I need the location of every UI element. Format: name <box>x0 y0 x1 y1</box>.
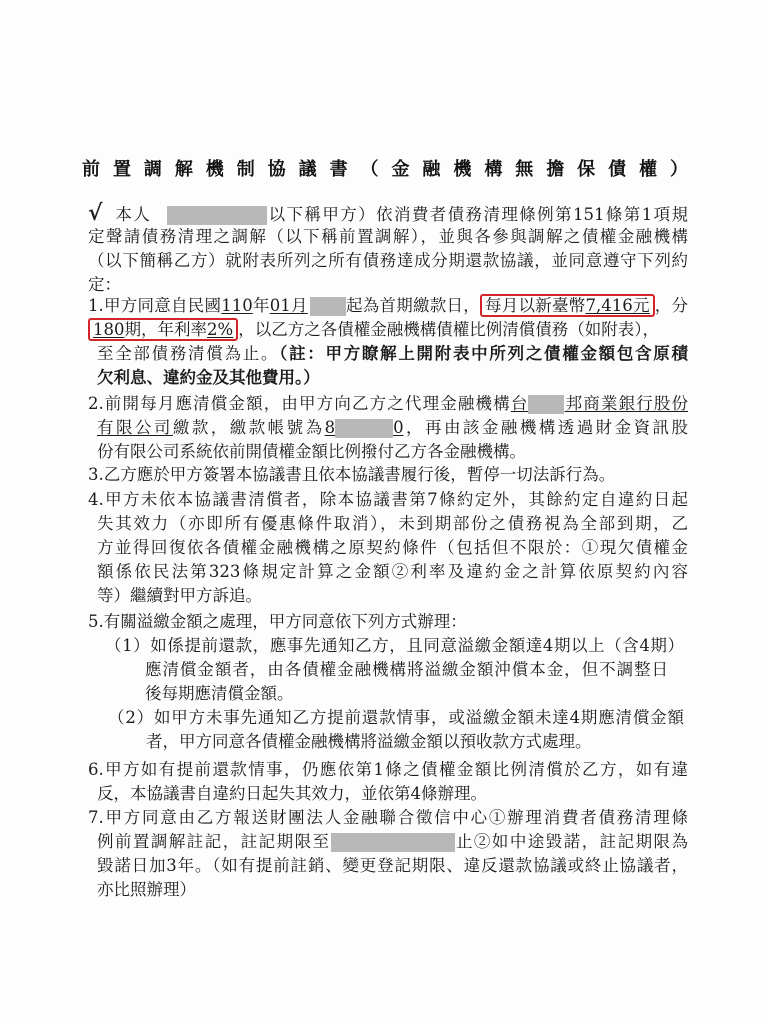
clause-1-line-2 <box>88 318 688 342</box>
clause-4 <box>88 488 688 608</box>
clause-text: ，以乙方之各債權金融機構債權比例清償債務（如附表）， <box>238 320 659 339</box>
intro-line-1 <box>88 201 688 225</box>
clause-text: 期 <box>124 320 141 339</box>
clause-2-line-1 <box>88 392 688 416</box>
clause-text: 例前置調解註記，註記期限至 <box>97 832 331 851</box>
period-count: 180 <box>93 320 125 339</box>
clause-1-line-4: 欠利息、違約金及其他費用。） <box>97 368 320 387</box>
clause-6 <box>88 758 688 806</box>
clause-6-line-1: 6.甲方如有提前還款情事，仍應依第1條之債權金額比例清償於乙方，如有違 <box>88 760 688 779</box>
clause-text: 每月以新臺幣 <box>485 296 586 315</box>
start-month: 01月 <box>269 296 308 315</box>
intro-text: 以下稱甲方）依消費者債務清理條例第151條第1項規 <box>267 205 688 224</box>
clause-2 <box>88 392 688 464</box>
redacted-bank-name <box>528 395 564 414</box>
clause-6-line-2: 反，本協議書自違約日起失其效力，並依第4條辦理。 <box>97 784 487 803</box>
intro-paragraph <box>88 201 688 297</box>
clause-4-line-1: 4.甲方未依本協議書清償者，除本協議書第7條約定外，其餘約定自違約日起 <box>88 490 688 509</box>
check-mark-icon: √ <box>88 201 103 225</box>
intro-line-2: 定聲請債務清理之調解（以下稱前置調解），並與各參與調解之債權金融機構 <box>88 227 688 246</box>
clause-1-line-1 <box>88 294 688 318</box>
clause-text: 2.前開每月應清償金額，由甲方向乙方之代理金融機構 <box>88 394 511 413</box>
clause-text: 1.甲方同意自民國 <box>88 296 222 315</box>
clause-5-sub-1-line-2: 應清償金額者，由各債權金融機構將溢繳金額沖償本金，但不調整日 <box>145 660 668 679</box>
clause-2-line-3: 份有限公司系統依前開債權金額比例撥付乙方各金融機構。 <box>97 442 526 461</box>
clause-4-line-3: 方並得回復依各債權金融機構之原契約條件（包括但不限於：①現欠債權金 <box>97 538 688 557</box>
clause-4-line-5: 等）繼續對甲方訴追。 <box>97 586 262 605</box>
clause-text: 至全部債務清償為止。 <box>97 344 280 363</box>
clause-5-sub-2-line-1: （2）如甲方未事先通知乙方提前還款情事，或溢繳金額未達4期應清償金額 <box>108 708 684 727</box>
clause-7-line-1: 7.甲方同意由乙方報送財團法人金融聯合徵信中心①辦理消費者債務清理條 <box>88 808 688 827</box>
bank-name-part: 邦商業銀行股份 <box>564 394 688 413</box>
clause-1 <box>88 294 688 390</box>
bank-name-part: 有限公司 <box>97 418 173 437</box>
redacted-name <box>167 206 267 225</box>
clause-7 <box>88 806 688 902</box>
clause-4-line-4: 額係依民法第323條規定計算之金額②利率及違約金之計算依原契約內容 <box>97 562 688 581</box>
clause-note: （註：甲方瞭解上開附表中所列之債權金額包含原積 <box>279 344 688 363</box>
clause-2-line-2 <box>88 416 688 440</box>
clause-7-line-4: 亦比照辦理） <box>97 880 196 899</box>
intro-line-4: 定： <box>88 275 121 294</box>
clause-text: 止②如中途毀諾，註記期限為 <box>454 832 688 851</box>
annual-rate: 2% <box>207 320 234 339</box>
clause-7-line-3: 毀諾日加3年。（如有提前註銷、變更登記期限、違反還款協議或終止協議者， <box>97 856 688 875</box>
clause-text: 起為首期繳款日， <box>345 296 480 315</box>
clause-5-line-1: 5.有關溢繳金額之處理，甲方同意依下列方式辦理： <box>88 612 467 631</box>
intro-line-3: （以下簡稱乙方）就附表所列之所有債務達成分期還款協議，並同意遵守下列約 <box>88 251 688 270</box>
clause-1-line-3 <box>88 342 688 366</box>
clause-3 <box>88 463 688 487</box>
clause-5-sub-1-line-3: 後每期應清償金額。 <box>145 684 294 703</box>
redacted-day <box>310 297 346 316</box>
document-title: 前置調解機制協議書（金融機構無擔保債權） <box>82 159 688 180</box>
bank-name-part: 台 <box>510 394 529 413</box>
clause-4-line-2: 失其效力（亦即所有優惠條件取消），未到期部份之債務視為全部到期，乙 <box>97 514 688 533</box>
clause-text: ，分 <box>654 296 688 315</box>
clause-text: ，年利率 <box>141 320 207 339</box>
redacted-account-number <box>335 419 393 438</box>
account-number-part: 0 <box>393 418 404 437</box>
clause-3-line-1: 3.乙方應於甲方簽署本協議書且依本協議書履行後，暫停一切法訴行為。 <box>88 465 616 484</box>
redacted-date <box>331 833 455 852</box>
intro-text: 本人 <box>114 205 152 224</box>
clause-5-sub-1-line-1: （1）如係提前還款，應事先通知乙方，且同意溢繳金額達4期以上（含4期） <box>105 636 684 655</box>
monthly-amount-highlight <box>480 294 655 317</box>
account-number-part: 8 <box>324 418 336 437</box>
clause-text: 年 <box>252 296 270 315</box>
clause-7-line-2 <box>88 830 688 854</box>
start-year: 110 <box>221 296 253 315</box>
clause-5-sub-2-line-2: 者，甲方同意各債權金融機構將溢繳金額以預收款方式處理。 <box>146 732 592 751</box>
monthly-amount: 7,416元 <box>585 296 650 315</box>
clause-5 <box>88 610 688 754</box>
clause-text: 繳款，繳款帳號為 <box>172 418 325 437</box>
clause-text: ，再由該金融機構透過財金資訊股 <box>403 418 688 437</box>
periods-rate-highlight <box>88 318 238 341</box>
